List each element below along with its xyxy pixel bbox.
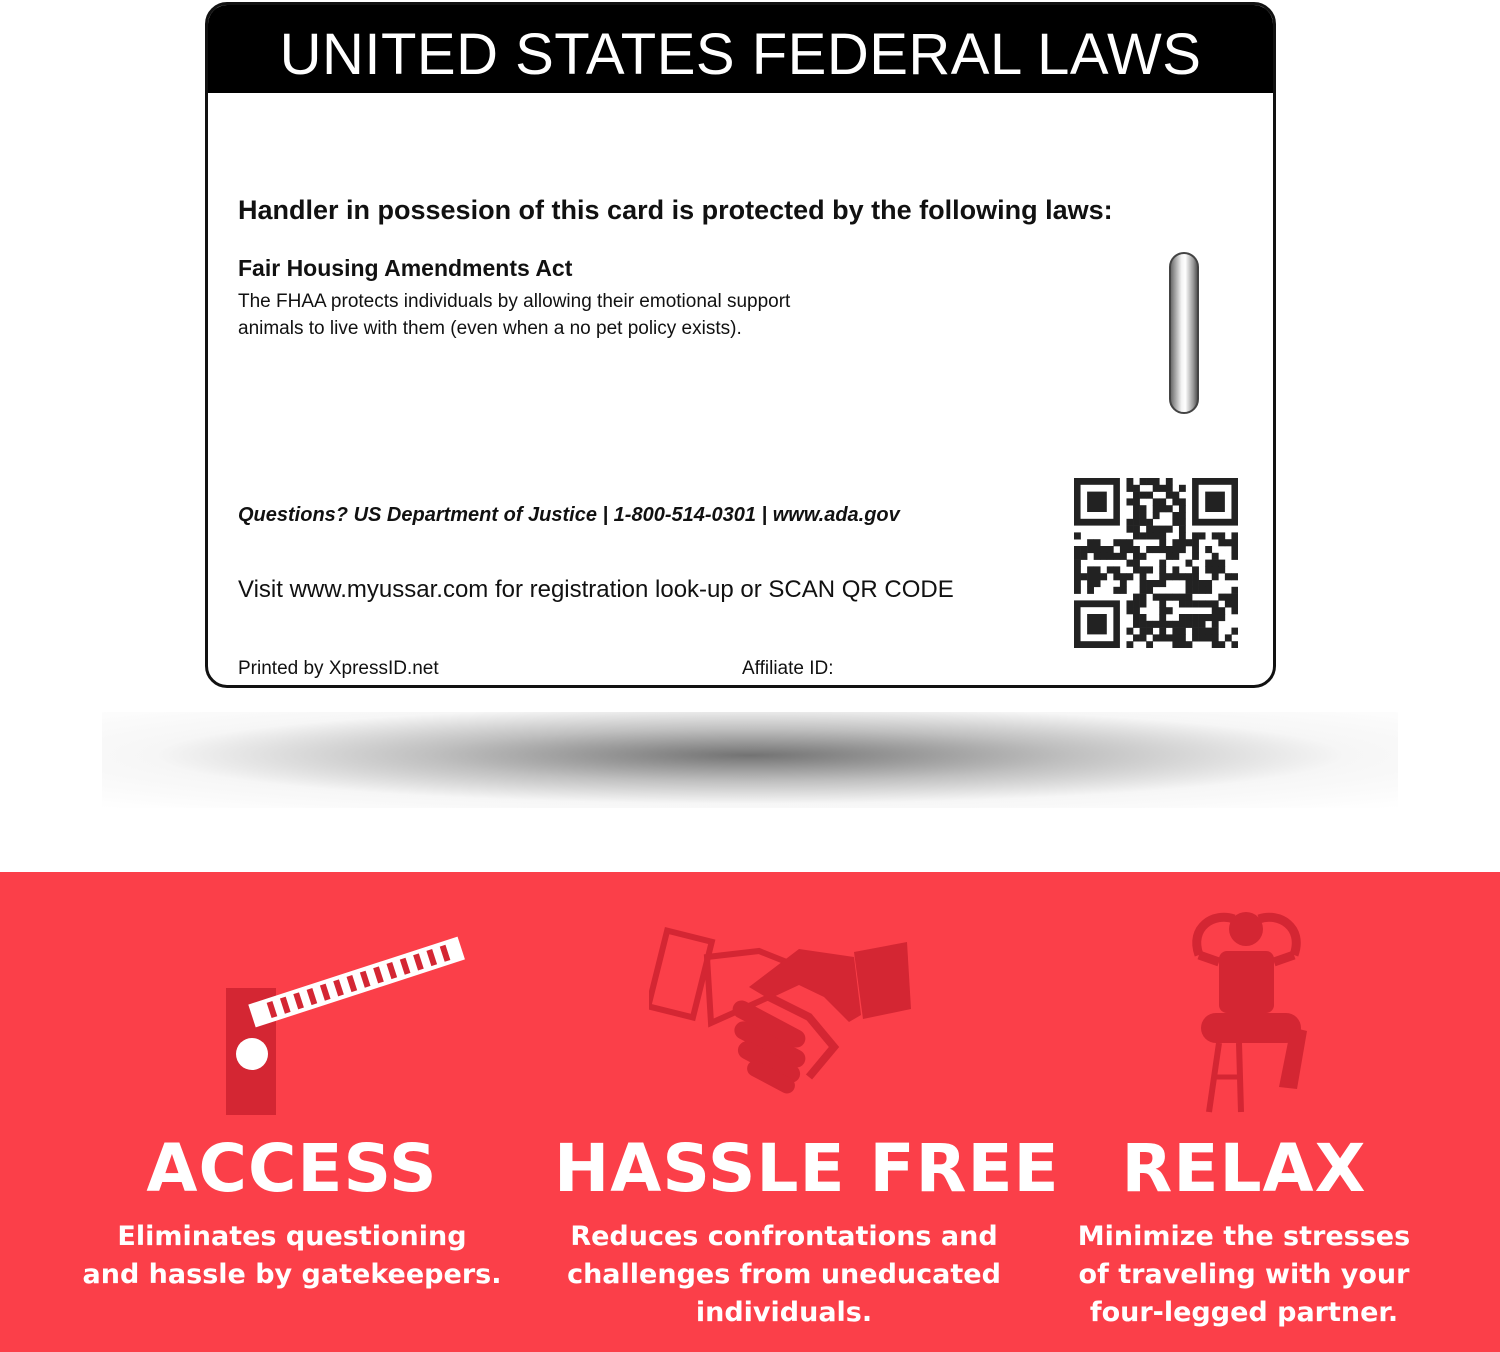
law-title: Fair Housing Amendments Act xyxy=(238,255,573,281)
feature-desc-line: challenges from uneducated xyxy=(567,1259,1001,1290)
feature-desc-line: and hassle by gatekeepers. xyxy=(82,1259,502,1290)
feature-description xyxy=(1014,1218,1474,1332)
feature-description xyxy=(554,1218,1014,1332)
barrier-gate-icon xyxy=(212,910,472,1120)
feature-desc-line: individuals. xyxy=(695,1297,873,1328)
feature-title: RELAX xyxy=(1121,1130,1367,1207)
law-description xyxy=(238,288,958,342)
feature-desc-line: Eliminates questioning xyxy=(117,1221,467,1252)
affiliate-id: Affiliate ID: xyxy=(742,658,834,679)
feature-title: ACCESS xyxy=(146,1130,438,1207)
card-header: UNITED STATES FEDERAL LAWS xyxy=(208,5,1273,93)
qr-code-icon[interactable] xyxy=(1074,478,1238,648)
law-desc-line: The FHAA protects individuals by allowing their emotional support xyxy=(238,291,791,312)
handshake-icon xyxy=(649,927,924,1102)
feature-relax xyxy=(1014,872,1474,1352)
feature-description xyxy=(62,1218,522,1294)
id-card xyxy=(205,2,1276,688)
printed-by: Printed by XpressID.net xyxy=(238,658,439,679)
feature-access xyxy=(62,872,522,1352)
laws-intro: Handler in possesion of this card is protected by the following laws: xyxy=(238,195,1113,225)
questions-line: Questions? US Department of Justice | 1-800-514-0301 | www.ada.gov xyxy=(238,504,900,526)
feature-desc-line: Minimize the stresses xyxy=(1077,1221,1411,1252)
feature-hassle-free xyxy=(554,872,1060,1352)
feature-desc-line: of traveling with your xyxy=(1078,1259,1410,1290)
feature-desc-line: Reduces confrontations and xyxy=(570,1221,998,1252)
visit-line: Visit www.myussar.com for registration look-up or SCAN QR CODE xyxy=(238,576,954,603)
feature-desc-line: four-legged partner. xyxy=(1089,1297,1399,1328)
card-shadow xyxy=(102,712,1398,808)
features-banner xyxy=(0,872,1500,1352)
feature-title: HASSLE FREE xyxy=(554,1130,1060,1207)
lanyard-slot xyxy=(1169,252,1199,414)
relaxing-person-icon xyxy=(1179,907,1314,1117)
law-desc-line: animals to live with them (even when a no pet policy exists). xyxy=(238,318,742,339)
